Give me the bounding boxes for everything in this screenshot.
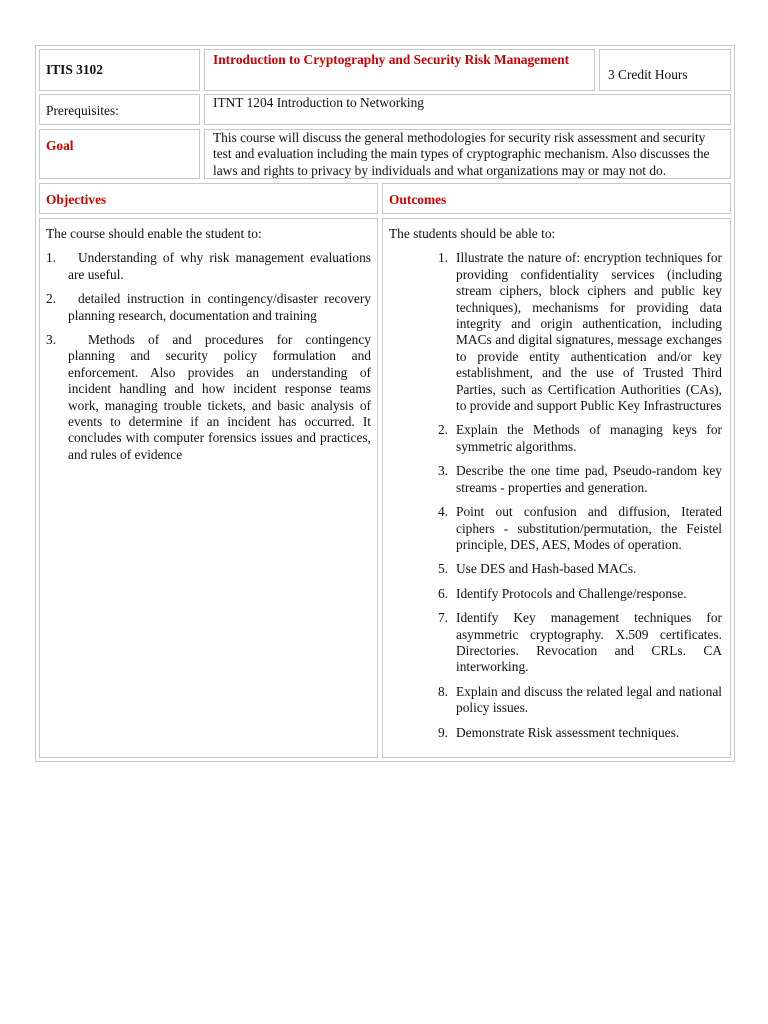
list-item	[389, 422, 722, 455]
objectives-header: Objectives	[39, 183, 378, 214]
item-number: 8.	[437, 683, 448, 699]
item-text: Describe the one time pad, Pseudo-random key streams - properties and generation.	[456, 463, 722, 495]
item-number: 9.	[437, 724, 448, 740]
list-item	[46, 332, 371, 463]
prerequisites-value: ITNT 1204 Introduction to Networking	[204, 94, 731, 125]
item-number: 3.	[46, 332, 57, 348]
course-title: Introduction to Cryptography and Security Risk Management	[204, 49, 595, 91]
prerequisites-label: Prerequisites:	[39, 94, 200, 125]
item-number: 1.	[46, 250, 57, 266]
item-text: Point out confusion and diffusion, Iterated ciphers - substitution/permutation, the Feistel principle, DES, AES, Modes of operation.	[456, 504, 722, 552]
item-number: 3.	[437, 463, 448, 479]
objectives-cell	[39, 218, 378, 758]
item-text: Illustrate the nature of: encryption techniques for providing confidentiality services (including stream ciphers, block ciphers and public key techniques), mechanisms for providing data integrity and origin authentication, including MACs and digital signatures, message exchanges to provide entity authentication and/or key establishment, and the use of Trusted Third Parties, such as Certification Authorities (CAs), to provide and support Public Key Infrastructures	[456, 250, 722, 414]
list-item	[46, 250, 371, 283]
item-text: Use DES and Hash-based MACs.	[456, 561, 637, 577]
item-number: 6.	[437, 585, 448, 601]
item-text: detailed instruction in contingency/disaster recovery planning research, documentation and training	[68, 291, 371, 323]
objectives-intro: The course should enable the student to:	[46, 226, 262, 241]
item-number: 1.	[437, 250, 448, 266]
item-number: 2.	[46, 291, 57, 307]
item-text: Explain the Methods of managing keys for symmetric algorithms.	[456, 422, 722, 454]
goal-text: This course will discuss the general methodologies for security risk assessment and security test and evaluation including the main types of cryptographic mechanism. Also discusses the laws and rights to privacy by individuals and what organizations may or may not do.	[204, 129, 731, 179]
item-text: Identify Key management techniques for asymmetric cryptography. X.509 certificates. Directories. Revocation and CRLs. CA interworking.	[456, 610, 722, 675]
list-item	[389, 725, 722, 741]
list-item	[389, 504, 722, 553]
item-number: 5.	[437, 561, 448, 577]
list-item	[46, 291, 371, 324]
item-text: Explain and discuss the related legal and national policy issues.	[456, 683, 722, 716]
goal-label: Goal	[39, 129, 200, 179]
list-item	[389, 684, 722, 717]
objectives-list	[46, 250, 371, 463]
item-number: 4.	[437, 504, 448, 520]
outcomes-header: Outcomes	[382, 183, 731, 214]
item-number: 2.	[437, 422, 448, 438]
outcomes-list	[389, 250, 722, 741]
item-text: Demonstrate Risk assessment techniques.	[456, 724, 680, 740]
list-item	[389, 250, 722, 414]
outcomes-cell	[382, 218, 731, 758]
outcomes-intro: The students should be able to:	[389, 226, 556, 241]
list-item	[389, 610, 722, 676]
list-item	[389, 561, 722, 577]
list-item	[389, 463, 722, 496]
item-number: 7.	[437, 610, 448, 626]
course-code: ITIS 3102	[39, 49, 200, 91]
item-text: Identify Protocols and Challenge/response.	[456, 585, 687, 601]
credit-hours: 3 Credit Hours	[599, 49, 731, 91]
list-item	[389, 586, 722, 602]
item-text: Methods of and procedures for contingency planning and security policy formulation and enforcement. Also provides an understanding of incident handling and how incident response teams work, managing trouble tickets, and basic analysis of events to determine if an incident has occurred. It concludes with computer forensics issues and practices, and rules of evidence	[68, 332, 371, 462]
item-text: Understanding of why risk management evaluations are useful.	[68, 250, 371, 282]
